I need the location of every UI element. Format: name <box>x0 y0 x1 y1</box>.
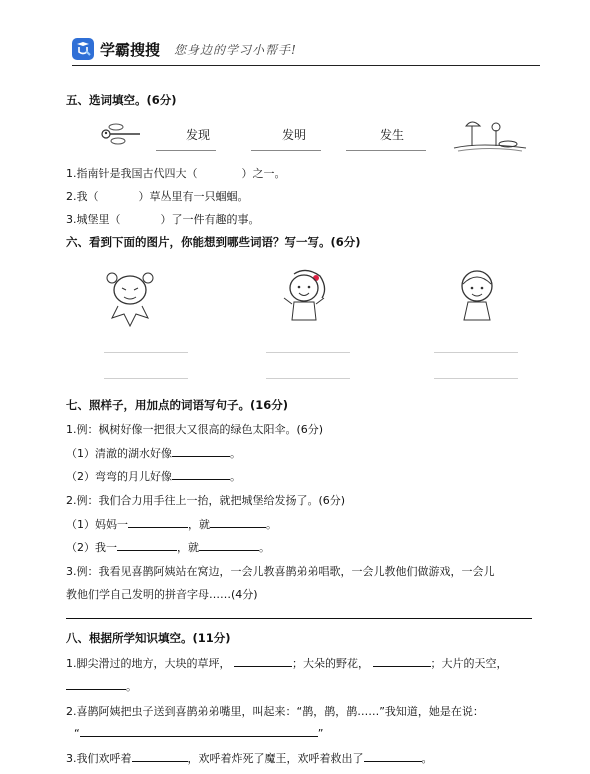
s7-example-1: 1.例：枫树好像一把很大又很高的绿色太阳伞。(6分) <box>66 423 324 436</box>
answer-line[interactable] <box>266 378 350 379</box>
section6-title: 六、看到下面的图片，你能想到哪些词语？写一写。(6分) <box>66 235 361 249</box>
dash-line <box>156 150 216 151</box>
q-text: 3.我们欢呼着 <box>66 752 132 765</box>
q-text: 2.我（ <box>66 190 99 203</box>
blank[interactable] <box>199 539 259 551</box>
s5-question-2 <box>66 188 249 204</box>
s8-question-3 <box>66 750 433 766</box>
s8-question-1-cont <box>66 678 137 694</box>
lotus-icon <box>450 116 530 154</box>
blank[interactable] <box>210 516 266 528</box>
q-text: ，欢呼着炸死了魔王，欢呼着救出了 <box>187 752 364 765</box>
q-text: 。 <box>259 541 270 554</box>
s7-item-1a <box>66 445 241 461</box>
s8-question-2: 2.喜鹊阿姨把虫子送到喜鹊弟弟嘴里，叫起来：“鹊，鹊，鹊……”我知道，她是在说： <box>66 705 484 718</box>
answer-line[interactable] <box>104 378 188 379</box>
word-option: 发生 <box>380 128 405 142</box>
blank[interactable] <box>373 655 431 667</box>
q-text: 3.城堡里（ <box>66 213 121 226</box>
q-text: ）了一件有趣的事。 <box>160 213 260 226</box>
logo-text: 学霸搜搜 <box>100 41 161 59</box>
s7-item-1b <box>66 468 241 484</box>
header-divider <box>72 65 540 66</box>
s8-question-2-cont <box>74 725 323 740</box>
s7-example-2: 2.例：我们合力用手往上一抬，就把城堡给发扬了。(6分) <box>66 494 346 507</box>
q-text: ，就 <box>188 518 210 531</box>
blank[interactable] <box>234 655 292 667</box>
blank[interactable] <box>117 539 177 551</box>
answer-line[interactable] <box>66 618 532 619</box>
word-bank <box>96 116 546 154</box>
q-text: ）草丛里有一只蝈蝈。 <box>138 190 249 203</box>
word-option: 发现 <box>186 128 211 142</box>
section5-title: 五、选词填空。(6分) <box>66 93 177 107</box>
dash-line <box>251 150 321 151</box>
blank[interactable] <box>132 750 188 762</box>
logo-icon <box>72 38 94 60</box>
s7-item-2a <box>66 516 277 532</box>
happy-girl-illustration <box>276 268 332 328</box>
q-text: 。 <box>421 752 433 765</box>
q-text: （1）清澈的湖水好像 <box>66 447 172 460</box>
q-text: ）之一。 <box>241 167 286 180</box>
q-text: ；大朵的野花， <box>292 657 369 670</box>
s7-example-3-line2: 教他们学自己发明的拼音字母……(4分) <box>66 588 258 601</box>
q-text: （2）我一 <box>66 541 117 554</box>
crying-girl-illustration <box>102 268 158 328</box>
header <box>72 36 540 66</box>
answer-line[interactable] <box>104 352 188 353</box>
q-text: ，就 <box>177 541 199 554</box>
q-text: 。 <box>266 518 277 531</box>
slogan: 您身边的学习小帮手! <box>174 43 297 57</box>
s8-question-1 <box>66 655 508 671</box>
dash-line <box>346 150 426 151</box>
blank[interactable] <box>364 750 422 762</box>
q-text: （1）妈妈一 <box>66 518 128 531</box>
answer-line[interactable] <box>266 352 350 353</box>
blank[interactable] <box>172 468 230 480</box>
blank[interactable] <box>172 445 230 457</box>
s7-item-2b <box>66 539 270 555</box>
section7-title: 七、照样子，用加点的词语写句子。(16分) <box>66 398 289 412</box>
section8-title: 八、根据所学知识填空。(11分) <box>66 631 231 645</box>
q-text: 。 <box>230 470 241 483</box>
blank[interactable] <box>128 516 188 528</box>
word-option: 发明 <box>282 128 307 142</box>
s5-question-1 <box>66 165 286 181</box>
blank[interactable] <box>66 678 126 690</box>
q-text: 。 <box>230 447 241 460</box>
q-text: “ <box>74 727 80 740</box>
dragonfly-icon <box>96 120 144 150</box>
q-text: 1.指南针是我国古代四大（ <box>66 167 198 180</box>
q-text: ” <box>317 727 324 740</box>
q-text: 。 <box>126 680 137 693</box>
s5-question-3 <box>66 211 260 227</box>
smiling-girl-illustration <box>454 268 500 326</box>
answer-line[interactable] <box>434 378 518 379</box>
q-text: ；大片的天空， <box>430 657 508 670</box>
blank[interactable] <box>80 725 318 737</box>
answer-line[interactable] <box>434 352 518 353</box>
q-text: （2）弯弯的月儿好像 <box>66 470 172 483</box>
s7-example-3-line1: 3.例：我看见喜鹊阿姨站在窝边，一会儿教喜鹊弟弟唱歌，一会儿教他们做游戏，一会儿 <box>66 565 495 578</box>
q-text: 1.脚尖滑过的地方，大块的草坪， <box>66 657 231 670</box>
